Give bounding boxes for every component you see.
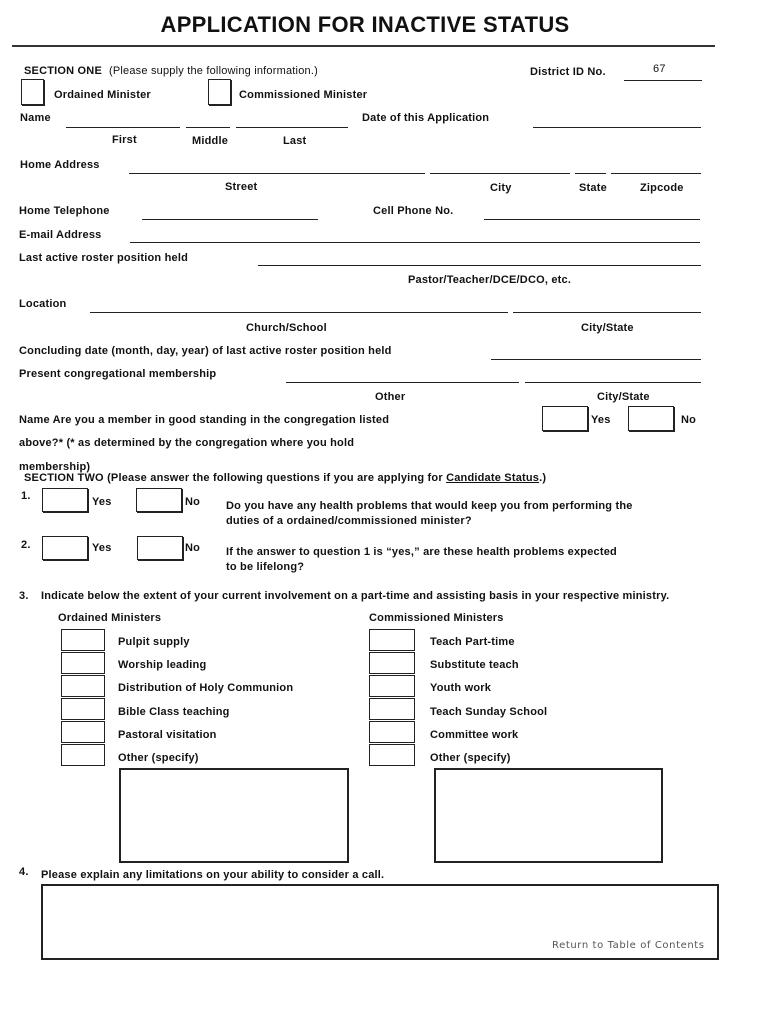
ordained-checkbox[interactable] xyxy=(21,79,44,105)
email-field[interactable] xyxy=(130,242,700,243)
q1-no-checkbox[interactable] xyxy=(136,488,182,512)
last-caption: Last xyxy=(283,135,307,147)
q2-text-line-1: If the answer to question 1 is “yes,” are these health problems expected xyxy=(226,546,617,558)
commissioned-item-label: Teach Sunday School xyxy=(430,706,548,718)
q2-no-label: No xyxy=(185,542,201,554)
ordained-item-checkbox[interactable] xyxy=(61,698,105,720)
ordained-label: Ordained Minister xyxy=(54,89,151,101)
ordained-item-label: Bible Class teaching xyxy=(118,706,230,718)
church-school-caption: Church/School xyxy=(246,322,327,334)
district-value[interactable]: 67 xyxy=(653,63,666,75)
commissioned-item-label: Committee work xyxy=(430,729,519,741)
section-two-heading-pre: SECTION TWO (Please answer the following questions if you are applying for xyxy=(24,472,447,484)
roster-hint: Pastor/Teacher/DCE/DCO, etc. xyxy=(408,274,572,286)
ordained-item-label: Pastoral visitation xyxy=(118,729,217,741)
membership-city-state-field[interactable] xyxy=(525,382,701,383)
commissioned-item-checkbox[interactable] xyxy=(369,675,415,697)
good-standing-line-2: above?* (* as determined by the congregation where you hold xyxy=(19,437,355,449)
location-city-state-caption: City/State xyxy=(581,322,634,334)
date-application-field[interactable] xyxy=(533,127,701,128)
location-label: Location xyxy=(19,298,67,310)
section-two-heading xyxy=(24,472,546,484)
membership-city-state-caption: City/State xyxy=(597,391,650,403)
q1-text-line-2: duties of a ordained/commissioned minister? xyxy=(226,515,472,527)
street-caption: Street xyxy=(225,181,258,193)
commissioned-ministers-heading: Commissioned Ministers xyxy=(369,612,504,624)
q1-yes-checkbox[interactable] xyxy=(42,488,88,512)
zipcode-caption: Zipcode xyxy=(640,182,684,194)
good-standing-no-label: No xyxy=(681,414,697,426)
section-one-note: (Please supply the following information.) xyxy=(109,65,318,77)
commissioned-label: Commissioned Minister xyxy=(239,89,368,101)
q1-text-line-1: Do you have any health problems that would keep you from performing the xyxy=(226,500,633,512)
title-rule xyxy=(12,45,715,47)
good-standing-line-3: membership) xyxy=(19,461,91,473)
q4-text: Please explain any limitations on your ability to consider a call. xyxy=(41,869,385,881)
ordained-item-checkbox[interactable] xyxy=(61,721,105,743)
candidate-status-link[interactable]: Candidate Status xyxy=(446,472,540,484)
first-caption: First xyxy=(112,134,137,146)
good-standing-yes-checkbox[interactable] xyxy=(542,406,588,431)
date-application-label: Date of this Application xyxy=(362,112,490,124)
last-roster-field[interactable] xyxy=(258,265,701,266)
district-line xyxy=(624,80,702,81)
good-standing-no-checkbox[interactable] xyxy=(628,406,674,431)
q2-number: 2. xyxy=(21,539,31,551)
cell-phone-label: Cell Phone No. xyxy=(373,205,454,217)
church-school-field[interactable] xyxy=(90,312,508,313)
state-caption: State xyxy=(579,182,607,194)
q1-yes-label: Yes xyxy=(92,496,112,508)
cell-phone-field[interactable] xyxy=(484,219,700,220)
concluding-date-label: Concluding date (month, day, year) of last active roster position held xyxy=(19,345,392,357)
name-label: Name xyxy=(20,112,51,124)
commissioned-other-textarea[interactable] xyxy=(434,768,663,863)
commissioned-item-checkbox[interactable] xyxy=(369,698,415,720)
location-city-state-field[interactable] xyxy=(513,312,701,313)
present-membership-label: Present congregational membership xyxy=(19,368,217,380)
other-caption: Other xyxy=(375,391,406,403)
ordained-item-checkbox[interactable] xyxy=(61,629,105,651)
ordained-item-label: Distribution of Holy Communion xyxy=(118,682,294,694)
q1-number: 1. xyxy=(21,490,31,502)
ordained-item-checkbox[interactable] xyxy=(61,652,105,674)
good-standing-line-1: Name Are you a member in good standing in the congregation listed xyxy=(19,414,390,426)
street-field[interactable] xyxy=(129,173,425,174)
q2-text-line-2: to be lifelong? xyxy=(226,561,305,573)
ordained-item-checkbox[interactable] xyxy=(61,744,105,766)
home-address-label: Home Address xyxy=(20,159,100,171)
commissioned-item-label: Other (specify) xyxy=(430,752,511,764)
last-name-field[interactable] xyxy=(236,127,348,128)
page-title: APPLICATION FOR INACTIVE STATUS xyxy=(160,12,570,37)
q2-yes-checkbox[interactable] xyxy=(42,536,88,560)
email-label: E-mail Address xyxy=(19,229,102,241)
q2-yes-label: Yes xyxy=(92,542,112,554)
commissioned-item-checkbox[interactable] xyxy=(369,629,415,651)
section-one-heading: SECTION ONE xyxy=(24,65,102,77)
zipcode-field[interactable] xyxy=(611,173,701,174)
ordained-item-label: Worship leading xyxy=(118,659,207,671)
district-label: District ID No. xyxy=(530,66,606,78)
state-field[interactable] xyxy=(575,173,606,174)
q1-no-label: No xyxy=(185,496,201,508)
commissioned-item-checkbox[interactable] xyxy=(369,744,415,766)
commissioned-item-checkbox[interactable] xyxy=(369,721,415,743)
ordained-item-label: Pulpit supply xyxy=(118,636,190,648)
q3-text: Indicate below the extent of your current involvement on a part-time and assisting basis in your respective ministry. xyxy=(41,590,670,602)
concluding-date-field[interactable] xyxy=(491,359,701,360)
commissioned-item-label: Substitute teach xyxy=(430,659,519,671)
middle-name-field[interactable] xyxy=(186,127,230,128)
city-caption: City xyxy=(490,182,512,194)
membership-other-field[interactable] xyxy=(286,382,519,383)
q2-no-checkbox[interactable] xyxy=(137,536,183,560)
q3-number: 3. xyxy=(19,590,29,602)
middle-caption: Middle xyxy=(192,135,229,147)
last-roster-label: Last active roster position held xyxy=(19,252,188,264)
q4-number: 4. xyxy=(19,866,29,878)
section-two-heading-post: .) xyxy=(539,472,547,484)
first-name-field[interactable] xyxy=(66,127,180,128)
city-field[interactable] xyxy=(430,173,570,174)
commissioned-checkbox[interactable] xyxy=(208,79,231,105)
commissioned-item-label: Teach Part-time xyxy=(430,636,515,648)
ordained-item-label: Other (specify) xyxy=(118,752,199,764)
ordained-ministers-heading: Ordained Ministers xyxy=(58,612,162,624)
commissioned-item-label: Youth work xyxy=(430,682,492,694)
return-to-contents-link[interactable]: Return to Table of Contents xyxy=(552,940,705,951)
ordained-item-checkbox[interactable] xyxy=(61,675,105,697)
home-telephone-field[interactable] xyxy=(142,219,318,220)
ordained-other-textarea[interactable] xyxy=(119,768,349,863)
good-standing-yes-label: Yes xyxy=(591,414,611,426)
home-telephone-label: Home Telephone xyxy=(19,205,110,217)
commissioned-item-checkbox[interactable] xyxy=(369,652,415,674)
